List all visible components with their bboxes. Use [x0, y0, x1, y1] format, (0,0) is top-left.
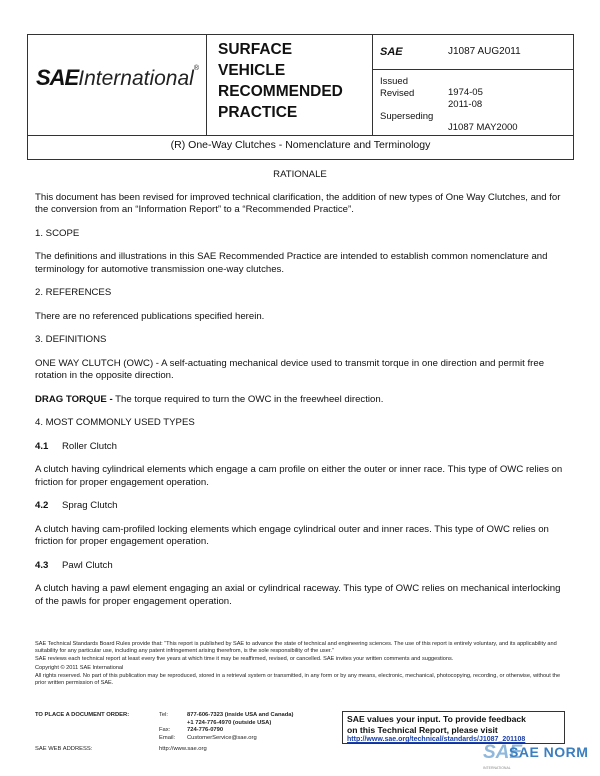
subsection-number: 4.2 — [35, 500, 49, 511]
copyright-text: Copyright © 2011 SAE International — [35, 664, 124, 671]
divider — [372, 35, 373, 135]
watermark-subtext: INTERNATIONAL — [483, 766, 511, 770]
logo-international-text: International — [78, 67, 194, 90]
rationale-heading: RATIONALE — [273, 169, 327, 180]
doc-type-line: PRACTICE — [218, 104, 298, 121]
issued-label: Issued — [380, 76, 408, 87]
logo-sae-text: SAE — [36, 65, 79, 90]
divider — [206, 35, 207, 135]
subsection-number: 4.1 — [35, 440, 49, 452]
references-text: There are no referenced publications specified herein. — [35, 310, 265, 322]
footer-review-text: SAE reviews each technical report at least every five years at which time it may be reaffirmed, revised, or cancelled. SAE invites your written comments and suggestions. — [35, 656, 454, 663]
email-label: Email: — [159, 734, 176, 741]
tel-label: Tel: — [159, 712, 169, 718]
rationale-text: This document has been revised for improved technical clarification, the addition of new types of One Way Clutches, and for the conversion from an “Information Report” to a “Recommended Practice”. — [35, 191, 561, 215]
sae-international-logo — [36, 65, 199, 91]
document-number: J1087 AUG2011 — [448, 46, 521, 57]
divider — [28, 135, 573, 136]
email-value[interactable]: CustomerService@sae.org — [187, 734, 257, 741]
doc-type-line: RECOMMENDED — [218, 83, 343, 100]
issued-value: 1974-05 — [448, 87, 483, 98]
tel2-value: +1 724-776-4970 (outside USA) — [187, 719, 272, 726]
web-address-link[interactable]: http://www.sae.org — [159, 746, 207, 752]
section-heading-scope: 1. SCOPE — [35, 227, 80, 239]
web-label: SAE WEB ADDRESS: — [35, 746, 93, 752]
tel-value: 877-606-7323 (inside USA and Canada) — [187, 712, 294, 718]
feedback-box — [342, 711, 565, 744]
subsection-title: Sprag Clutch — [62, 500, 118, 511]
fax-label: Fax: — [159, 727, 171, 734]
order-label: TO PLACE A DOCUMENT ORDER: — [35, 712, 130, 718]
revised-value: 2011-08 — [448, 99, 483, 110]
subsection-number: 4.3 — [35, 559, 49, 571]
superseding-label: Superseding — [380, 111, 434, 122]
feedback-link[interactable]: http://www.sae.org/technical/standards/J1087_201108 — [347, 736, 526, 743]
watermark-text: SAE NORM — [509, 744, 589, 760]
document-header — [27, 34, 574, 160]
definition-one-way-clutch: ONE WAY CLUTCH (OWC) - A self-actuating mechanical device used to transmit torque in one direction and permit free rotation in the opposite direction. — [35, 357, 545, 381]
web-address-row — [35, 746, 207, 752]
document-subject: (R) One-Way Clutches - Nomenclature and Terminology — [170, 139, 431, 151]
sae-norm-watermark — [483, 742, 589, 772]
trademark-symbol: ® — [193, 65, 200, 72]
subsection-title: Pawl Clutch — [62, 559, 113, 571]
definition-text: The torque required to turn the OWC in the freewheel direction. — [112, 393, 384, 405]
subsection-heading — [35, 500, 565, 513]
subsection-text: A clutch having cam-profiled locking elements which engage cylindrical outer and inner races. This type of OWC relies on friction for proper engagement operation. — [35, 523, 549, 547]
subsection-heading — [35, 441, 565, 454]
subsection-title: Roller Clutch — [62, 440, 117, 452]
section-heading-definitions: 3. DEFINITIONS — [35, 334, 107, 345]
feedback-text: on this Technical Report, please visit — [347, 724, 498, 735]
doc-type-line: SURFACE — [218, 41, 293, 58]
document-body — [35, 169, 565, 619]
superseding-row — [380, 111, 518, 133]
subsection-text: A clutch having cylindrical elements which engage a cam profile on either the outer or inner race. This type of OWC relies on friction for proper engagement operation. — [35, 464, 563, 488]
fax-value: 724-776-0790 — [187, 727, 224, 734]
legal-footer — [35, 641, 565, 688]
section-heading-references: 2. REFERENCES — [35, 287, 112, 298]
scope-text: The definitions and illustrations in this SAE Recommended Practice are intended to establish common nomenclature and terminology for automotive transmission one-way clutches. — [35, 251, 548, 275]
definition-drag-torque — [35, 394, 565, 407]
watermark-logo: SAE — [483, 742, 523, 763]
section-heading-types: 4. MOST COMMONLY USED TYPES — [35, 417, 195, 428]
definition-term: DRAG TORQUE - — [35, 393, 113, 405]
footer-rules-text: SAE Technical Standards Board Rules provide that: “This report is published by SAE to advance the state of technical and engineering sciences. The use of this report is entirely voluntary, and its applicability and suitability for any particular use, including any patent infringement arising therefrom, is the sole responsibility of the user.” — [35, 641, 557, 655]
revised-label: Revised — [380, 88, 415, 99]
document-type — [218, 39, 343, 123]
subsection-text: A clutch having a pawl element engaging an axial or cylindrical raceway. This type of OWC relies on mechanical interlocking of the pawls for proper engagement operation. — [35, 583, 561, 607]
subsection-heading — [35, 560, 565, 573]
divider — [372, 69, 574, 70]
feedback-text: SAE values your input. To provide feedback — [347, 714, 526, 724]
superseding-value: J1087 MAY2000 — [448, 122, 518, 133]
rights-text: All rights reserved. No part of this publication may be reproduced, stored in a retrieval system or transmitted, in any form or by any means, electronic, mechanical, photocopying, recording, or otherwise, without the prior written permission of SAE. — [35, 672, 561, 687]
sae-small-logo: SAE — [380, 46, 403, 58]
doc-type-line: VEHICLE — [218, 62, 286, 79]
